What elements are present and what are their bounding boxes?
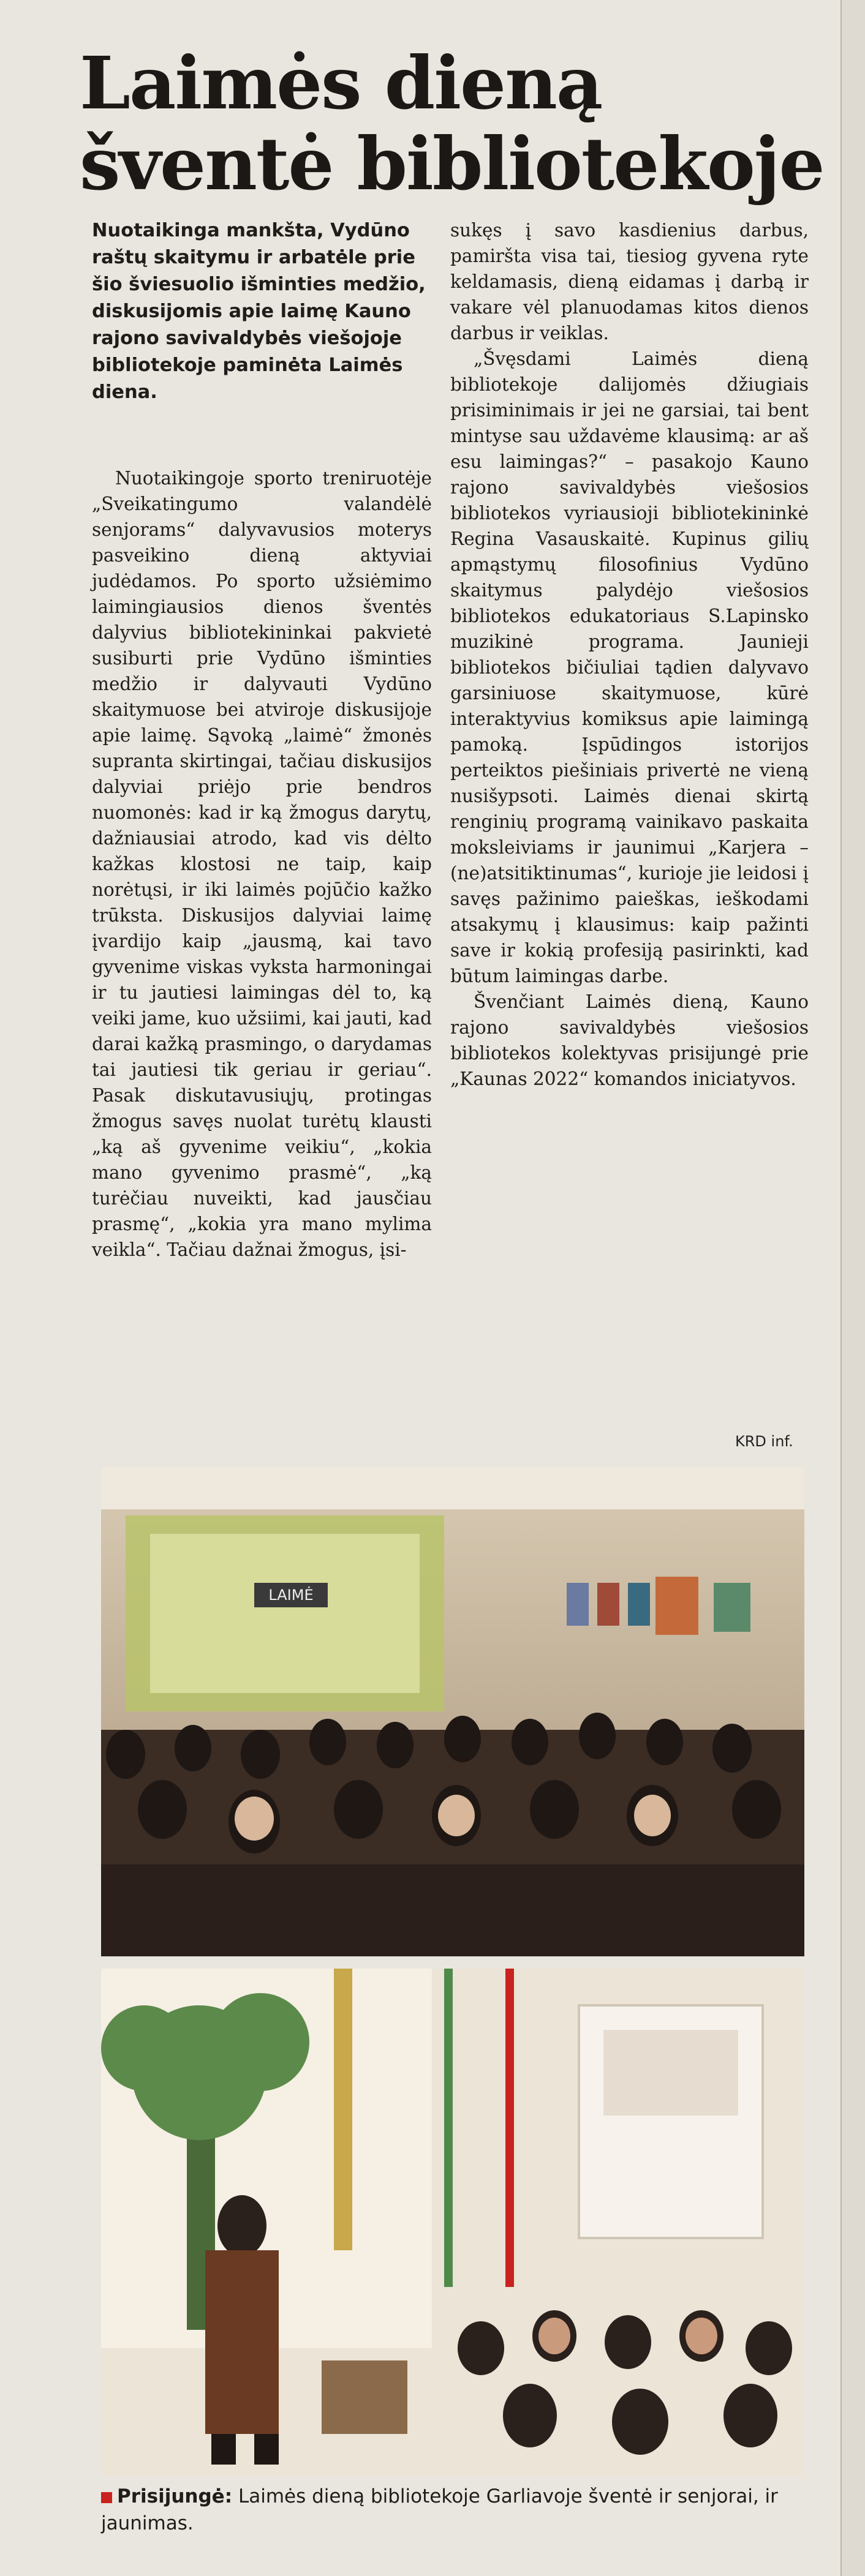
- photo-lecture-audience-illustration: [101, 1466, 804, 1956]
- photo-tree-mural-illustration: [101, 1969, 804, 2477]
- article-paragraph: „Švęsdami Laimės dieną bibliotekoje dalijomės džiugiais prisiminimais ir jei ne garsiai, tai bent mintyse sau uždavėme klausimą: ar aš esu laimingas?“ – pasakojo Kauno rajono savivaldybės viešosios bibliotekos vyriausioji bibliotekininkė Regina Vasauskaitė. Kupinus gilių apmąstymų filosofinius Vydūno skaitymus palydėjo viešosios bibliotekos edukatoriaus S.Lapinsko muzikinė programa. Jaunieji bibliotekos bičiuliai tądien dalyvavo garsiniuose skaitymuose, kūrė interaktyvius komiksus apie laimingą pamoką. Įspūdingos istorijos perteiktos piešiniais privertė ne vieną nusišypsoti. Laimės dienai skirtą renginių programą vainikavo paskaita moksleiviams ir jaunimui „Karjera – (ne)atsitiktinumas“, kurioje jie leidosi į savęs pažinimo paieškas, ieškodami atsakymų į klausimus: kaip pažinti save ir kokią profesiją pasirinkti, kad būtum laimingas darbe.: [450, 348, 809, 986]
- photo-tree-mural-seniors: [101, 1969, 804, 2477]
- headline-line-2: šventė bibliotekoje: [80, 121, 824, 206]
- adjacent-page-edge: [840, 0, 865, 2576]
- article-headline: [80, 40, 833, 206]
- caption-text: Laimės dieną bibliotekoje Garliavoje šventė ir senjorai, ir jaunimas.: [101, 2485, 778, 2534]
- headline-line-1: Laimės dieną: [80, 40, 602, 126]
- article-lead: Nuotaikinga mankšta, Vydūno raštų skaitymu ir arbatėle prie šio šviesuolio išminties medžio, diskusijomis apie laimę Kauno rajono savivaldybės viešojoje bibliotekoje paminėta Laimės diena.: [92, 220, 426, 403]
- caption-marker: [101, 2492, 112, 2503]
- photo-caption: [101, 2483, 806, 2537]
- slide-text: LAIMĖ: [268, 1587, 314, 1604]
- article-paragraph: Švenčiant Laimės dieną, Kauno rajono savivaldybės viešosios bibliotekos kolektyvas prisijungė prie „Kaunas 2022“ komandos iniciatyvos.: [450, 991, 809, 1089]
- article-column-right: [450, 217, 809, 1092]
- article-credit: KRD inf.: [735, 1433, 793, 1450]
- caption-label: Prisijungė:: [117, 2485, 233, 2507]
- article-column-left: [92, 465, 432, 1263]
- article-paragraph: Nuotaikingoje sporto treniruotėje „Sveikatingumo valandėlė senjorams“ dalyvavusios moterys pasveikino dieną aktyviai judėdamos. Po sporto užsiėmimo laimingiausios dienos šventės dalyvius bibliotekininkai pakvietė susiburti prie Vydūno išminties medžio ir dalyvauti Vydūno skaitymuose bei atviroje diskusijoje apie laimę. Sąvoką „laimė“ žmonės supranta skirtingai, tačiau diskusijos dalyviai priėjo prie bendros nuomonės: kad ir ką žmogus darytų, dažniausiai atrodo, kad vis dėlto kažkas klostosi ne taip, kaip norėtųsi, ir iki laimės pojūčio kažko trūksta. Diskusijos dalyviai laimę įvardijo kaip „jausmą, kai tavo gyvenime viskas vyksta harmoningai ir tu jautiesi laimingas dėl to, ką veiki jame, kuo užsiimi, kai jauti, kad darai kažką prasmingo, o darydamas tai jautiesi tik geriau ir geriau“. Pasak diskutavusiųjų, protingas žmogus savęs nuolat turėtų klausti „ką aš gyvenime veikiu“, „kokia mano gyvenimo prasmė“, „ką turėčiau nuveikti, kad jausčiau prasmę“, „kokia yra mano mylima veikla“. Tačiau dažnai žmogus, įsi-: [92, 468, 432, 1260]
- photo-lecture-audience: [101, 1466, 804, 1956]
- article-paragraph: sukęs į savo kasdienius darbus, pamiršta visa tai, tiesiog gyvena ryte keldamasis, dieną eidamas į darbą ir vakare vėl planuodamas kitos dienos darbus ir veiklas.: [450, 220, 809, 344]
